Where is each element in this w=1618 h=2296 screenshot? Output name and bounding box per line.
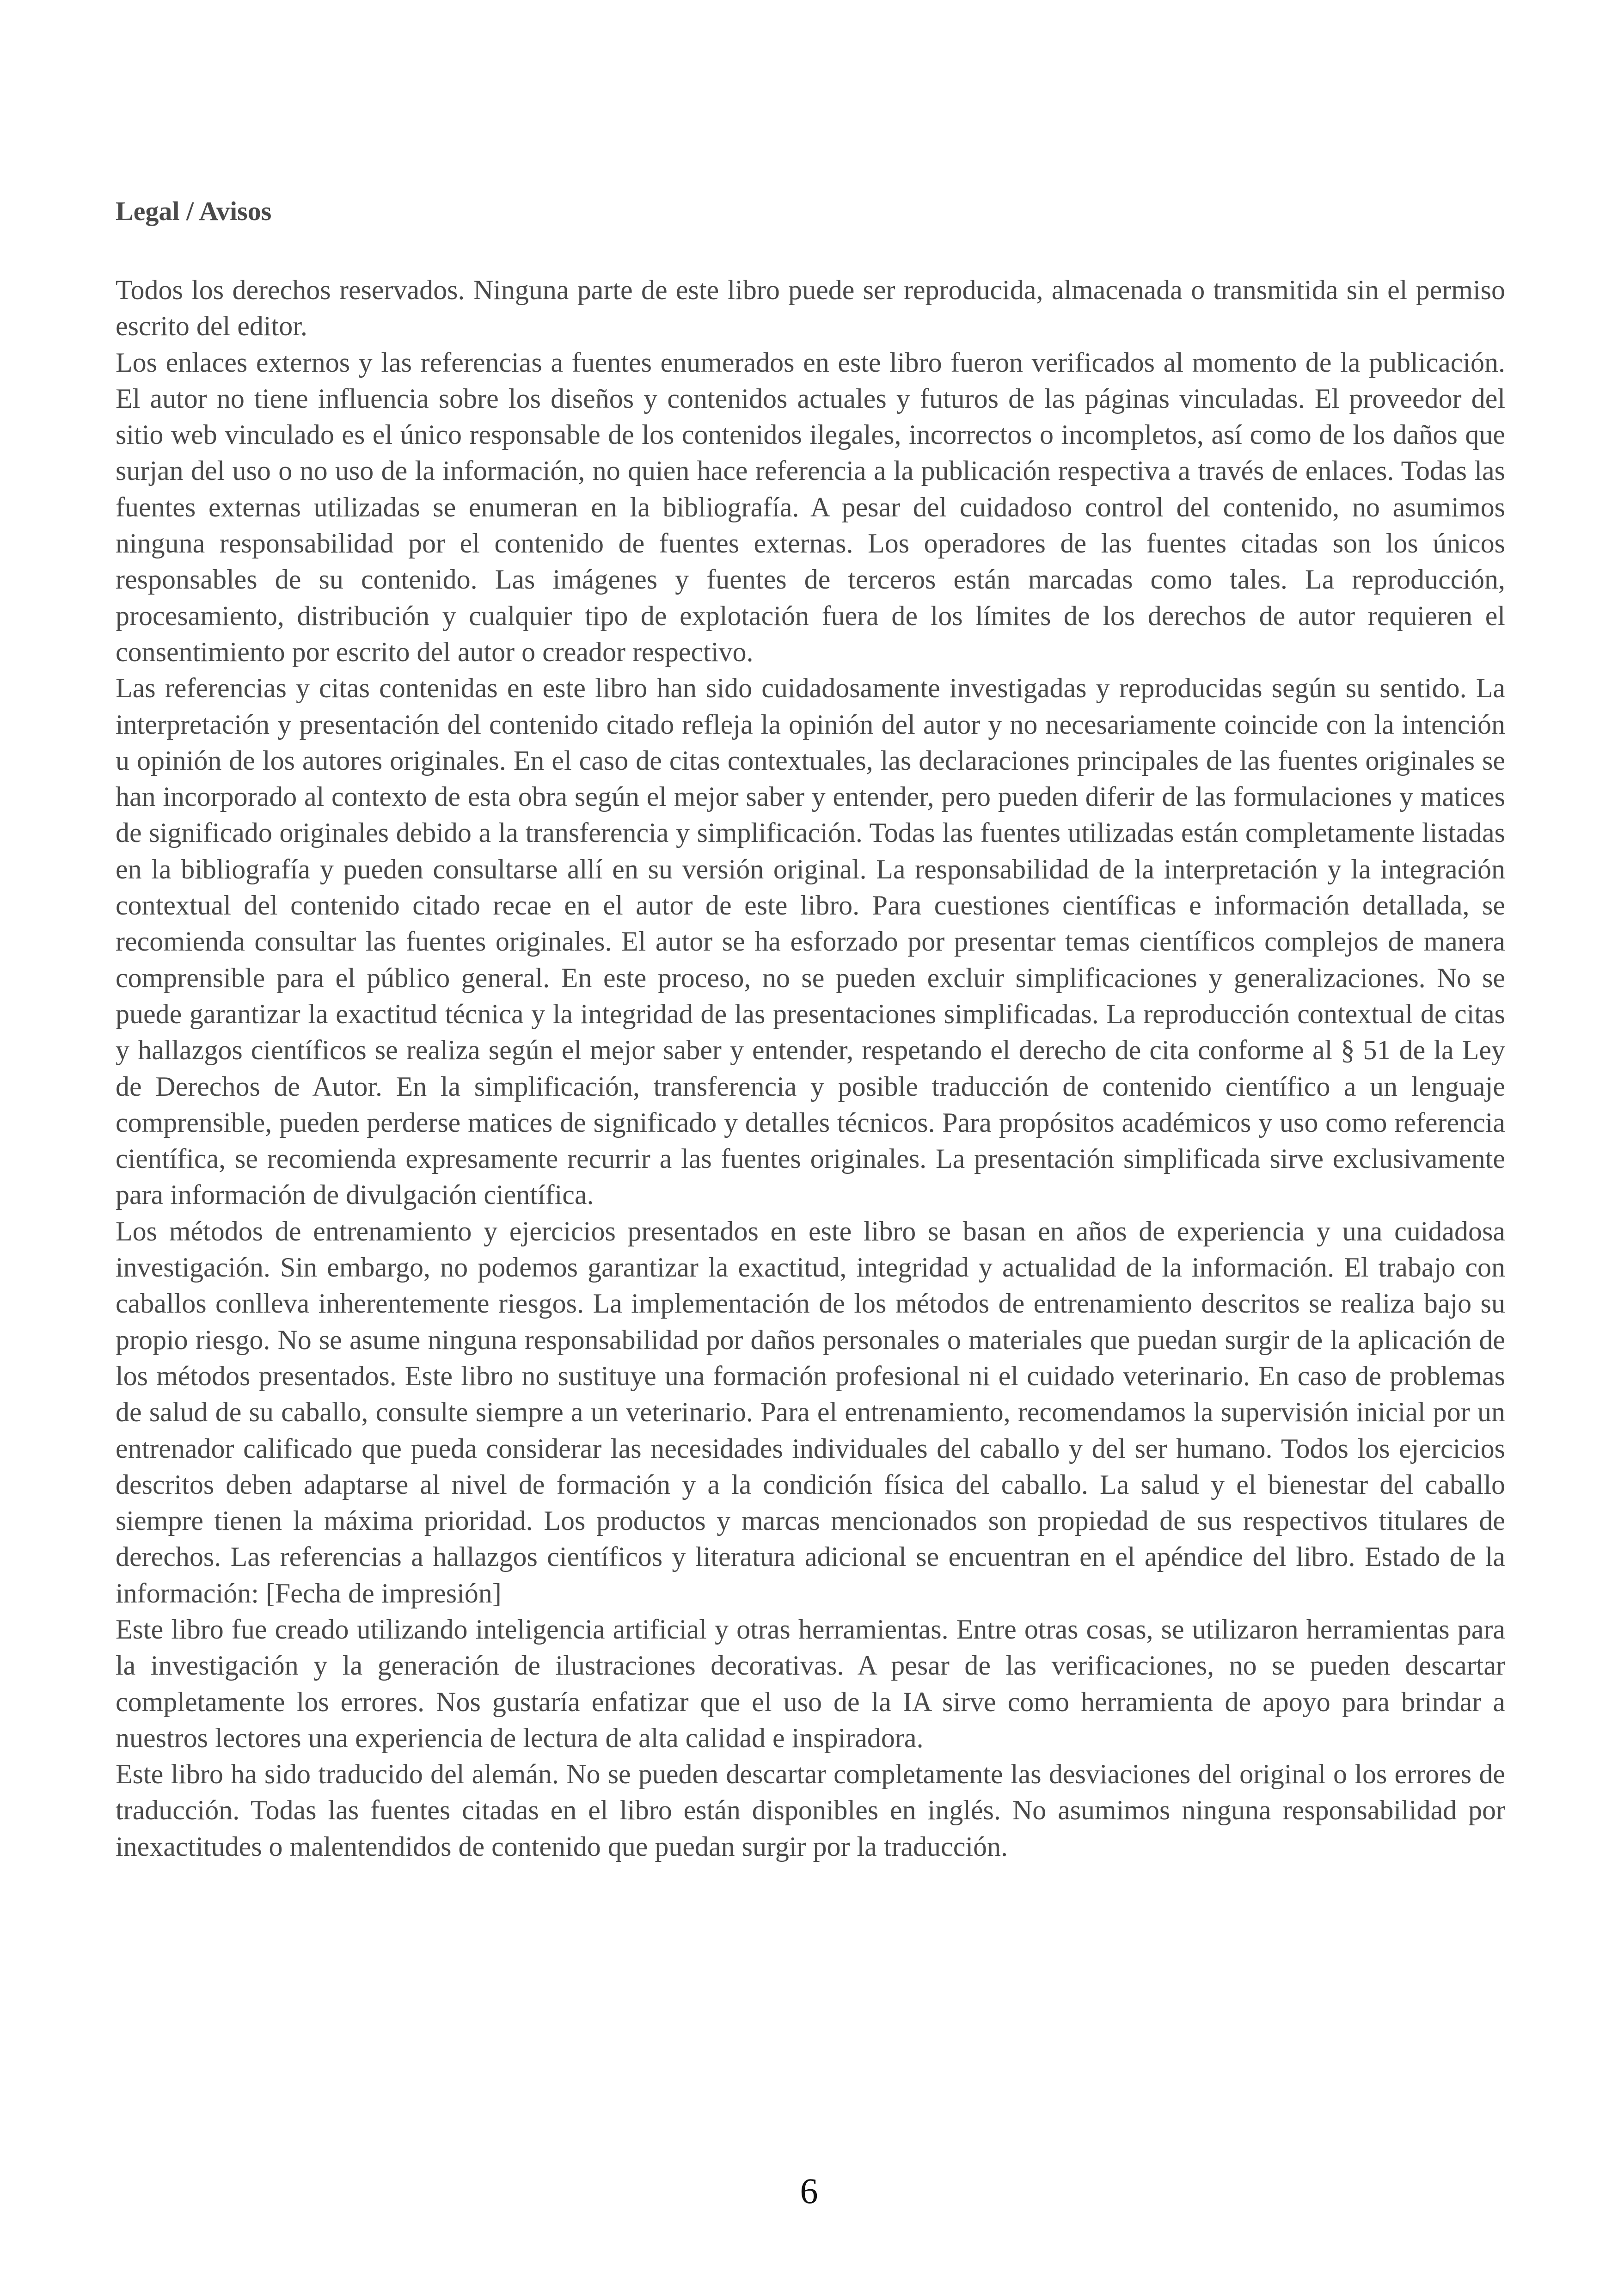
page-number: 6 [800,2171,818,2211]
paragraph-copyright: Todos los derechos reservados. Ninguna parte de este libro puede ser reproducida, almacenada o transmitida sin el permiso escrito del editor. [116,275,1505,342]
paragraph-translation-notice: Este libro ha sido traducido del alemán. No se pueden descartar completamente las desviaciones del original o los errores de traducción. Todas las fuentes citadas en el libro están disponibles en inglés. No asumimos ninguna responsabilidad por inexactitudes o malentendidos de contenido que puedan surgir por la traducción. [116,1759,1505,1862]
paragraph-external-links: Los enlaces externos y las referencias a fuentes enumerados en este libro fueron verificados al momento de la publicación. El autor no tiene influencia sobre los diseños y contenidos actuales y futuros de las páginas vinculadas. El proveedor del sitio web vinculado es el único responsable de los contenidos ilegales, incorrectos o incompletos, así como de los daños que surjan del uso o no uso de la información, no quien hace referencia a la publicación respectiva a través de enlaces. Todas las fuentes externas utilizadas se enumeran en la bibliografía. A pesar del cuidadoso control del contenido, no asumimos ninguna responsabilidad por el contenido de fuentes externas. Los operadores de las fuentes citadas son los únicos responsables de su contenido. Las imágenes y fuentes de terceros están marcadas como tales. La reproducción, procesamiento, distribución y cualquier tipo de explotación fuera de los límites de los derechos de autor requieren el consentimiento por escrito del autor o creador respectivo. [116,347,1505,667]
legal-notice-body [116,272,1505,1865]
section-heading: Legal / Avisos [116,196,272,226]
paragraph-ai-disclosure: Este libro fue creado utilizando inteligencia artificial y otras herramientas. Entre otras cosas, se utilizaron herramientas para la investigación y la generación de ilustraciones decorativas. A pesar de las verificaciones, no se pueden descartar completamente los errores. Nos gustaría enfatizar que el uso de la IA sirve como herramienta de apoyo para brindar a nuestros lectores una experiencia de lectura de alta calidad e inspiradora. [116,1614,1505,1753]
paragraph-citations: Las referencias y citas contenidas en este libro han sido cuidadosamente investigadas y reproducidas según su sentido. La interpretación y presentación del contenido citado refleja la opinión del autor y no necesariamente coincide con la intención u opinión de los autores originales. En el caso de citas contextuales, las declaraciones principales de las fuentes originales se han incorporado al contexto de esta obra según el mejor saber y entender, pero pueden diferir de las formulaciones y matices de significado originales debido a la transferencia y simplificación. Todas las fuentes utilizadas están completamente listadas en la bibliografía y pueden consultarse allí en su versión original. La responsabilidad de la interpretación y la integración contextual del contenido citado recae en el autor de este libro. Para cuestiones científicas e información detallada, se recomienda consultar las fuentes originales. El autor se ha esforzado por presentar temas científicos complejos de manera comprensible para el público general. En este proceso, no se pueden excluir simplificaciones y generalizaciones. No se puede garantizar la exactitud técnica y la integridad de las presentaciones simplificadas. La reproducción contextual de citas y hallazgos científicos se realiza según el mejor saber y entender, respetando el derecho de cita conforme al § 51 de la Ley de Derechos de Autor. En la simplificación, transferencia y posible traducción de contenido científico a un lenguaje comprensible, pueden perderse matices de significado y detalles técnicos. Para propósitos académicos y uso como referencia científica, se recomienda expresamente recurrir a las fuentes originales. La presentación simplificada sirve exclusivamente para información de divulgación científica. [116,673,1505,1210]
paragraph-training-disclaimer: Los métodos de entrenamiento y ejercicios presentados en este libro se basan en años de experiencia y una cuidadosa investigación. Sin embargo, no podemos garantizar la exactitud, integridad y actualidad de la información. El trabajo con caballos conlleva inherentemente riesgos. La implementación de los métodos de entrenamiento descritos se realiza bajo su propio riesgo. No se asume ninguna responsabilidad por daños personales o materiales que puedan surgir de la aplicación de los métodos presentados. Este libro no sustituye una formación profesional ni el cuidado veterinario. En caso de problemas de salud de su caballo, consulte siempre a un veterinario. Para el entrenamiento, recomendamos la supervisión inicial por un entrenador calificado que pueda considerar las necesidades individuales del caballo y del ser humano. Todos los ejercicios descritos deben adaptarse al nivel de formación y a la condición física del caballo. La salud y el bienestar del caballo siempre tienen la máxima prioridad. Los productos y marcas mencionados son propiedad de sus respectivos titulares de derechos. Las referencias a hallazgos científicos y literatura adicional se encuentran en el apéndice del libro. Estado de la información: [Fecha de impresión] [116,1216,1505,1608]
